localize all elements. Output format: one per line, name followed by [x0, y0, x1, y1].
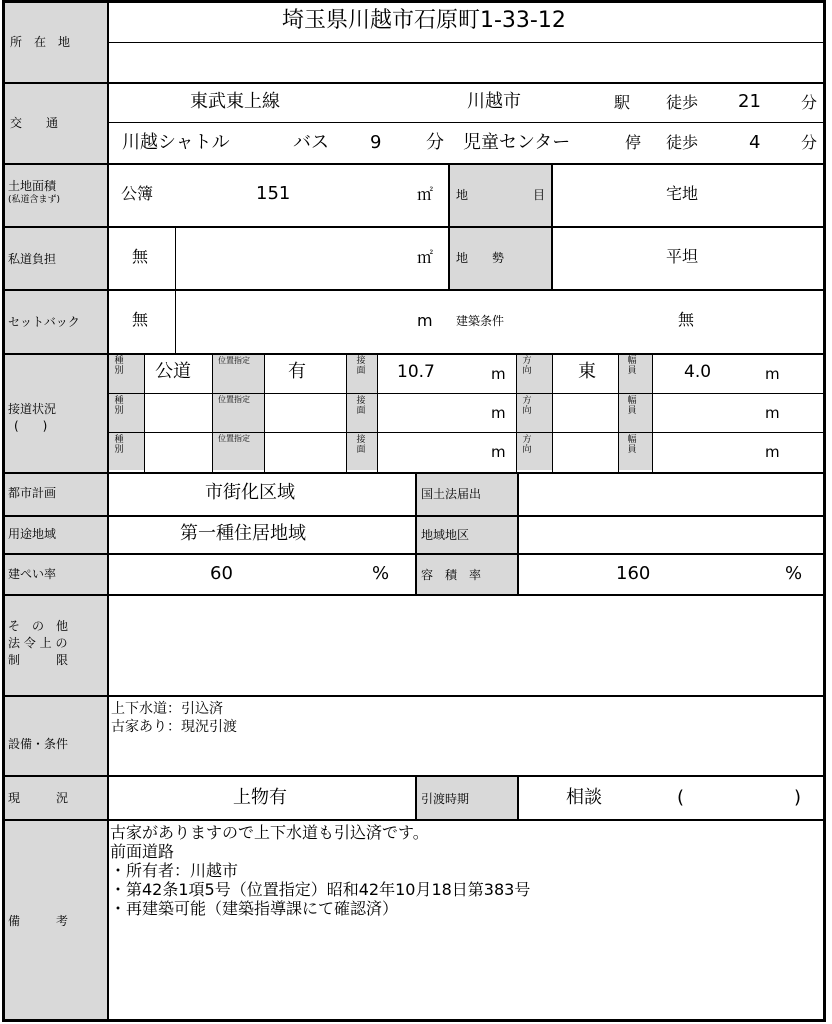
- bus-label: バス: [293, 132, 329, 153]
- bus-stop-tei: 停: [625, 133, 642, 152]
- road-row3-shubetsu: 種別: [114, 435, 124, 455]
- far-label: 容 積 率: [421, 568, 482, 582]
- transport-station: 川越市: [467, 91, 521, 112]
- city-plan-value: 市街化区域: [205, 482, 295, 503]
- use-zone-value: 第一種住居地域: [180, 523, 306, 544]
- rule: [517, 775, 519, 820]
- rule: [5, 82, 826, 84]
- label-coverage: 建ぺい率: [8, 567, 57, 581]
- label-location: 所 在 地: [10, 35, 71, 49]
- rule: [144, 353, 145, 472]
- rule: [107, 0, 109, 1022]
- road-row1-frontage: 10.7: [397, 362, 435, 382]
- road-row1-designated: 有: [288, 361, 306, 382]
- road-row3-width-unit: m: [765, 443, 780, 461]
- road-row2-frontage-unit: m: [491, 404, 506, 422]
- label-transport: 交 通: [10, 116, 59, 130]
- bus-minutes-unit: 分: [426, 132, 444, 153]
- bus-minutes: 9: [370, 132, 382, 153]
- road-row1-width: 4.0: [684, 362, 712, 382]
- bus-stop: 児童センター: [463, 132, 571, 153]
- road-row1-setsumen: 接面: [356, 356, 366, 376]
- road-row1-ichi: 位置指定: [218, 356, 250, 365]
- label-setback: セットバック: [8, 315, 80, 329]
- handover-value: 相談: [566, 787, 602, 808]
- bus-walk-minutes: 4: [749, 132, 761, 153]
- rule: [5, 163, 826, 165]
- road-row3-ichi: 位置指定: [218, 434, 250, 443]
- bus-walk-unit: 分: [801, 133, 818, 152]
- coverage-value: 60: [210, 563, 233, 584]
- road-row1-houkou: 方向: [522, 356, 532, 376]
- road-row1-width-unit: m: [765, 365, 780, 383]
- private-road-value: 無: [132, 247, 149, 266]
- rule: [448, 163, 450, 291]
- chimoku-label: 地 目: [456, 188, 545, 202]
- transport-walk-minutes: 21: [738, 91, 761, 112]
- road-row3-fukuin: 幅員: [627, 435, 637, 455]
- rule: [618, 353, 619, 472]
- kokudo-label: 国土法届出: [421, 487, 482, 501]
- chimoku-value: 宅地: [666, 184, 699, 203]
- setback-value: 無: [132, 310, 149, 329]
- rule: [5, 695, 826, 697]
- rule: [652, 353, 653, 472]
- handover-paren-close: ): [794, 787, 802, 808]
- label-remarks: 備 考: [8, 914, 69, 928]
- label-private-road: 私道負担: [8, 252, 57, 266]
- remarks-value: 古家がありますので上下水道も引込済です。 前面道路 ・所有者：川越市 ・第42条1項5号（位置指定）昭和42年10月18日第383号 ・再建築可能（建築指導課にて確認済）: [110, 823, 531, 918]
- rule: [415, 775, 417, 820]
- label-facilities: 設備・条件: [8, 737, 69, 751]
- road-row2-width-unit: m: [765, 404, 780, 422]
- road-row1-type: 公道: [155, 361, 191, 382]
- terrain-value: 平坦: [666, 247, 699, 266]
- rule: [5, 226, 826, 228]
- road-row2-ichi: 位置指定: [218, 395, 250, 404]
- terrain-label: 地 勢: [456, 251, 505, 265]
- rule: [175, 226, 176, 353]
- land-area-value: 151: [256, 183, 291, 204]
- rule: [517, 472, 519, 595]
- transport-eki: 駅: [614, 93, 631, 112]
- road-row1-frontage-unit: m: [491, 365, 506, 383]
- district-label: 地域地区: [421, 528, 470, 542]
- far-pct: %: [785, 563, 803, 584]
- private-road-unit: ㎡: [417, 248, 434, 267]
- road-row3-setsumen: 接面: [356, 435, 366, 455]
- coverage-pct: %: [372, 563, 390, 584]
- rule: [516, 353, 517, 472]
- status-value: 上物有: [233, 787, 287, 808]
- transport-line: 東武東上線: [190, 91, 280, 112]
- setback-unit: m: [417, 311, 433, 330]
- land-type: 公簿: [121, 184, 154, 203]
- transport-walk: 徒歩: [666, 93, 699, 112]
- label-road-access: 接道状況: [8, 402, 57, 416]
- road-row1-fukuin: 幅員: [627, 356, 637, 376]
- label-status: 現 況: [8, 791, 69, 805]
- land-area-unit: ㎡: [417, 185, 434, 204]
- rule: [212, 353, 213, 472]
- rule: [5, 289, 826, 291]
- road-row1-shubetsu: 種別: [114, 356, 124, 376]
- build-cond-label: 建築条件: [456, 314, 505, 328]
- handover-paren-open: (: [677, 787, 685, 808]
- rule: [552, 353, 553, 472]
- rule: [109, 42, 826, 43]
- label-use-zone: 用途地域: [8, 527, 57, 541]
- label-city-plan: 都市計画: [8, 486, 57, 500]
- label-other-legal: そ の 他 法 令 上 の 制 限: [8, 619, 69, 667]
- road-row3-frontage-unit: m: [491, 443, 506, 461]
- rule: [109, 393, 826, 394]
- rule: [415, 472, 417, 595]
- rule: [109, 122, 826, 123]
- rule: [264, 353, 265, 472]
- label-road-access-paren: ( ): [14, 419, 48, 433]
- rule: [551, 163, 553, 291]
- road-row2-houkou: 方向: [522, 396, 532, 416]
- road-row3-houkou: 方向: [522, 435, 532, 455]
- build-cond-value: 無: [678, 310, 695, 329]
- label-land-area: 土地面積: [8, 179, 57, 193]
- transport-minutes-unit: 分: [801, 93, 818, 112]
- handover-label: 引渡時期: [421, 792, 470, 806]
- address-value: 埼玉県川越市石原町1-33-12: [282, 8, 566, 33]
- rule: [109, 432, 826, 433]
- road-row2-fukuin: 幅員: [627, 396, 637, 416]
- road-row2-shubetsu: 種別: [114, 396, 124, 416]
- bus-route: 川越シャトル: [122, 132, 230, 153]
- far-value: 160: [616, 563, 651, 584]
- label-land-area-note: (私道含まず): [8, 195, 61, 205]
- road-row2-setsumen: 接面: [356, 396, 366, 416]
- rule: [5, 353, 826, 355]
- bus-walk: 徒歩: [666, 133, 699, 152]
- rule: [346, 353, 347, 472]
- facilities-value: 上下水道：引込済 古家あり：現況引渡: [111, 701, 237, 735]
- road-row1-direction: 東: [578, 361, 596, 382]
- rule: [377, 353, 378, 472]
